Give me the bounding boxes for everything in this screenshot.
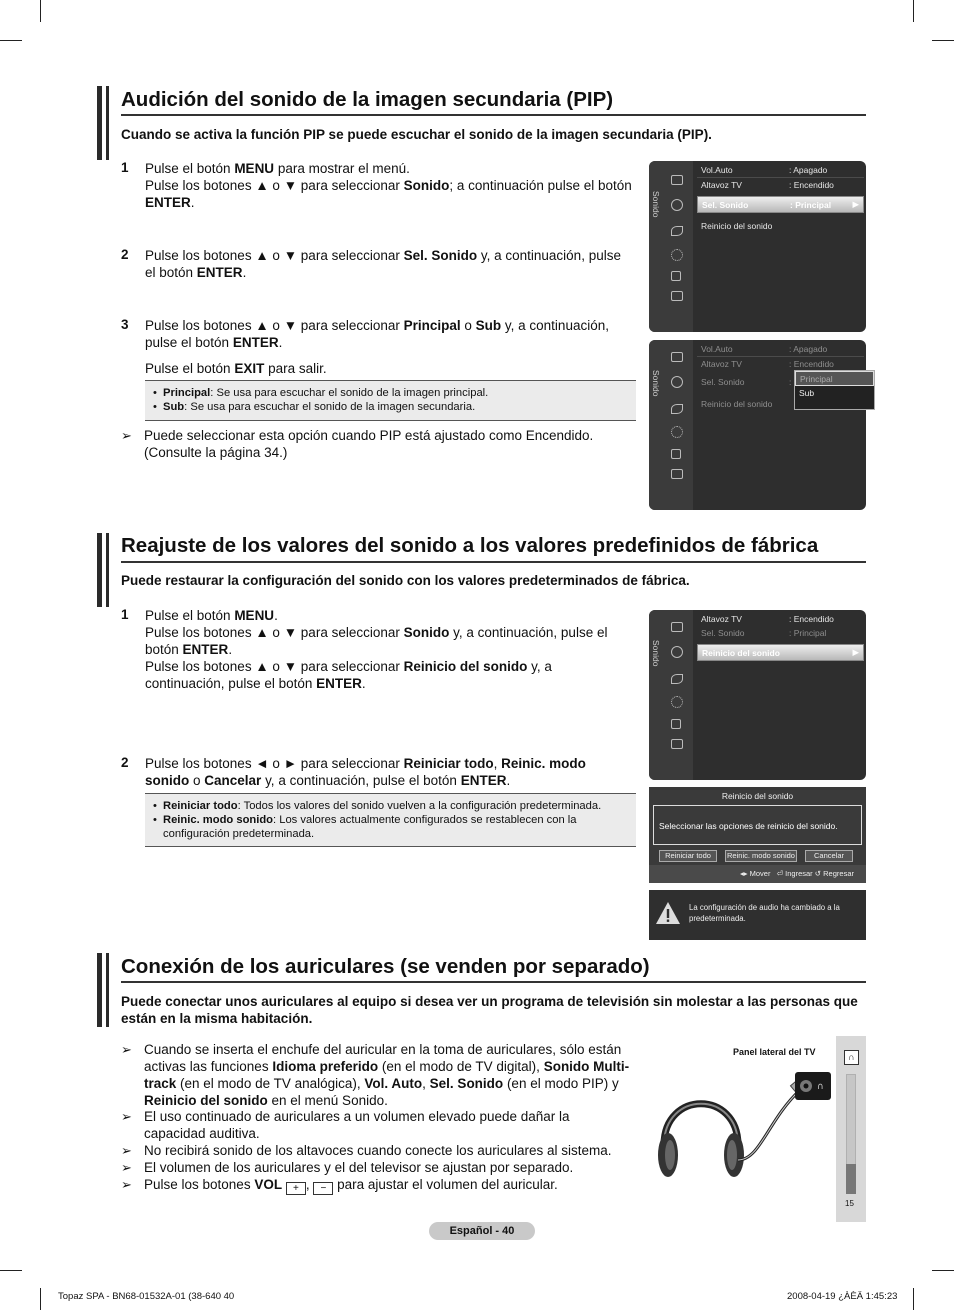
arrow-right-icon: ▶ [852, 199, 859, 209]
section-rule [121, 114, 866, 116]
step-number: 3 [121, 317, 129, 332]
step-number: 2 [121, 755, 129, 770]
menu-item[interactable]: Vol.Auto [701, 165, 733, 175]
sound-reset-dialog [649, 787, 866, 883]
menu-item[interactable]: Reinicio del sonido [701, 399, 773, 409]
menu-item[interactable]: Sel. Sonido [701, 628, 745, 638]
menu-value: : Encendido [789, 359, 834, 369]
note-box: • Reiniciar todo: Todos los valores del sonido vuelven a la configuración predeterminada. • Reinic. modo sonido: Los valores actualmente configurados se restablecen con la configuración predeterminada. [145, 793, 636, 847]
return-icon: ↺ [814, 869, 822, 878]
menu-sidebar [649, 610, 693, 780]
picture-icon [671, 175, 683, 185]
section-rule [121, 981, 866, 983]
note-item: Reiniciar todo: Todos los valores del sonido vuelven a la configuración predeterminada. [163, 800, 602, 812]
warning-text: La configuración de audio ha cambiado a la predeterminada. [689, 903, 840, 923]
menu-item[interactable]: Altavoz TV [701, 359, 742, 369]
menu-sidebar [649, 340, 693, 510]
reset-all-button[interactable]: Reiniciar todo [659, 850, 717, 862]
menu-value: : Apagado [789, 344, 828, 354]
tip-text: El uso continuado de auriculares a un volumen elevado puede dañar la capacidad auditiva. [144, 1109, 570, 1141]
menu-item-selected[interactable] [697, 196, 864, 213]
arrow-icon: ➢ [121, 1109, 132, 1124]
section-title-pip-sound: Audición del sonido de la imagen secundaria (PIP) [121, 88, 614, 111]
section-intro: Cuando se activa la función PIP se puede escuchar el sonido de la imagen secundaria (PIP). [121, 127, 712, 142]
picture-icon [671, 352, 683, 362]
setup-icon [671, 249, 683, 261]
tip-line [121, 1159, 633, 1176]
divider [697, 177, 864, 178]
tip-line [121, 427, 636, 461]
osd-sound-reset-menu [649, 610, 866, 780]
section-intro: Puede conectar unos auriculares al equipo si desea ver un programa de televisión sin molestar a las personas que están en la misma habitación. [121, 994, 858, 1026]
arrow-icon: ➢ [121, 1160, 132, 1175]
section-marker [97, 86, 102, 160]
menu-label: Sonido [651, 370, 661, 397]
dialog-footer [649, 865, 866, 883]
menu-item-value: : Principal [790, 200, 832, 210]
menu-item-label: Sel. Sonido [702, 200, 749, 210]
tip-text: Pulse los botones VOL + , − para ajustar el volumen del auricular. [144, 1177, 558, 1194]
dropdown-option-principal[interactable]: Principal [795, 371, 874, 386]
sound-icon [671, 646, 683, 658]
section-marker [106, 86, 109, 160]
tip-line [121, 1176, 633, 1195]
input-icon [671, 449, 681, 459]
warning-icon [655, 900, 681, 926]
menu-label: Sonido [651, 191, 661, 218]
warning-message-box [649, 890, 866, 940]
tip-line [121, 1108, 633, 1142]
section-marker [106, 953, 109, 1027]
enter-icon: ⏎ [776, 869, 784, 878]
menu-value: : Encendido [789, 180, 834, 190]
headphone-jack-icon: ∩ [844, 1050, 859, 1065]
reset-sound-mode-button[interactable]: Reinic. modo sonido [725, 850, 797, 862]
arrow-icon: ➢ [121, 1143, 132, 1158]
application-icon [671, 739, 683, 749]
dialog-message: Seleccionar las opciones de reinicio del sonido. [653, 805, 862, 845]
arrow-icon: ➢ [121, 1042, 132, 1057]
tip-line [121, 1142, 633, 1159]
menu-sidebar [649, 161, 693, 332]
step-text: Pulse los botones ▲ o ▼ para seleccionar Principal o Sub y, a continuación, pulse el botón ENTER. [145, 318, 609, 350]
section-title-headphones: Conexión de los auriculares (se venden por separado) [121, 955, 650, 978]
section-rule [121, 561, 866, 563]
dropdown-option-sub[interactable]: Sub [799, 388, 815, 398]
return-label: Regresar [823, 869, 854, 878]
note-item: Reinic. modo sonido: Los valores actualmente configurados se restablecen con la configuración predeterminada. [163, 814, 577, 840]
step-text: Pulse los botones ◄ o ► para seleccionar Reiniciar todo, Reinic. modo sonido o Cancelar y, a continuación, pulse el botón ENTER. [145, 756, 586, 788]
side-slot-fill [846, 1164, 856, 1194]
menu-value: : Encendido [789, 614, 834, 624]
arrow-icon: ➢ [121, 428, 132, 443]
step-text: Pulse el botón MENU. Pulse los botones ▲ o ▼ para seleccionar Sonido y, a continuación, pulse el botón ENTER. Pulse los botones ▲ o ▼ para seleccionar Reinicio del sonido y, a continuación, pulse el botón ENTER. [145, 608, 608, 691]
footer-left: Topaz SPA - BN68-01532A-01 (38-640 40 [58, 1291, 235, 1302]
application-icon [671, 469, 683, 479]
exit-instruction: Pulse el botón EXIT para salir. [145, 361, 327, 376]
menu-item[interactable]: Vol.Auto [701, 344, 733, 354]
footer-right: 2008-04-19 ¿ÀÈÄ 1:45:23 [787, 1291, 898, 1302]
setup-icon [671, 696, 683, 708]
application-icon [671, 291, 683, 301]
step-number: 1 [121, 607, 129, 622]
note-item: Principal: Se usa para escuchar el sonido de la imagen principal. [163, 387, 489, 399]
menu-value: : Principal [789, 628, 827, 638]
arrow-right-icon: ▶ [852, 647, 859, 657]
section-marker [97, 533, 102, 607]
step-text: Pulse los botones ▲ o ▼ para seleccionar Sel. Sonido y, a continuación, pulse el botón ENTER. [145, 248, 621, 280]
move-icon: ◂▸ [740, 869, 748, 878]
sound-select-dropdown[interactable] [794, 370, 875, 410]
menu-item[interactable]: Sel. Sonido [701, 377, 745, 387]
enter-label: Ingresar [785, 869, 813, 878]
page-number: Español - 40 [429, 1222, 535, 1240]
section-marker [106, 533, 109, 607]
menu-value: : Apagado [789, 165, 828, 175]
tip-text: No recibirá sonido de los altavoces cuando conecte los auriculares al sistema. [144, 1143, 612, 1158]
input-icon [671, 271, 681, 281]
setup-icon [671, 426, 683, 438]
panel-label: Panel lateral del TV [733, 1047, 816, 1057]
osd-sound-menu [649, 161, 866, 332]
tip-text: El volumen de los auriculares y el del televisor se ajustan por separado. [144, 1160, 574, 1175]
sound-icon [671, 376, 683, 388]
section-title-sound-reset: Reajuste de los valores del sonido a los valores predefinidos de fábrica [121, 534, 819, 557]
side-number: 15 [845, 1199, 854, 1208]
sound-icon [671, 199, 683, 211]
note-box: • Principal: Se usa para escuchar el sonido de la imagen principal. • Sub: Se usa para escuchar el sonido de la imagen secundaria. [145, 380, 636, 421]
menu-label: Sonido [651, 640, 661, 667]
menu-item[interactable]: Altavoz TV [701, 614, 742, 624]
step-text: Pulse el botón MENU para mostrar el menú. Pulse los botones ▲ o ▼ para seleccionar Sonido; a continuación pulse el botón ENTER. [145, 161, 632, 210]
menu-value: : [789, 377, 792, 387]
channel-icon [671, 404, 683, 414]
move-label: Mover [749, 869, 771, 878]
cancel-button[interactable]: Cancelar [805, 850, 853, 862]
headphones-illustration [650, 1060, 840, 1190]
input-icon [671, 719, 681, 729]
section-marker [97, 953, 102, 1027]
channel-icon [671, 674, 683, 684]
osd-sound-select-menu [649, 340, 866, 510]
menu-item[interactable]: Altavoz TV [701, 180, 742, 190]
svg-text:∩: ∩ [817, 1082, 824, 1092]
divider [697, 356, 864, 357]
arrow-icon: ➢ [121, 1177, 132, 1192]
menu-item-label: Reinicio del sonido [702, 648, 780, 658]
picture-icon [671, 622, 683, 632]
tv-side-panel [836, 1036, 866, 1222]
channel-icon [671, 226, 683, 236]
menu-item-selected[interactable] [697, 644, 864, 661]
section-intro: Puede restaurar la configuración del sonido con los valores predeterminados de fábrica. [121, 573, 690, 588]
tip-text: Cuando se inserta el enchufe del auricular en la toma de auriculares, sólo están activas las funciones Idioma preferido (en el modo de TV digital), Sonido Multi-track (en el modo de TV analógica), Vol. Auto, Sel. Sonido (en el modo PIP) y Reinicio del sonido en el menú Sonido. [144, 1042, 630, 1108]
menu-item[interactable]: Reinicio del sonido [701, 221, 773, 231]
tip-line [121, 1041, 633, 1109]
dialog-title: Reinicio del sonido [721, 791, 794, 801]
step-number: 2 [121, 247, 129, 262]
note-item: Sub: Se usa para escuchar el sonido de la imagen secundaria. [163, 401, 476, 413]
tip-text: Puede seleccionar esta opción cuando PIP está ajustado como Encendido. (Consulte la página 34.) [144, 428, 594, 460]
step-number: 1 [121, 160, 129, 175]
